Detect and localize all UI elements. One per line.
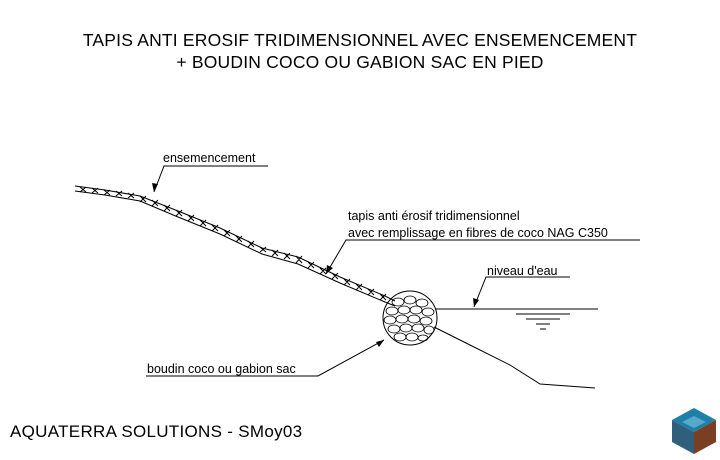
label-tapis-line-1: tapis anti érosif tridimensionnel [348,209,520,223]
leader-ensemencement [154,166,268,192]
label-boudin: boudin coco ou gabion sac [147,362,296,376]
footer-company-ref: AQUATERRA SOLUTIONS - SMoy03 [10,422,303,441]
label-ensemencement: ensemencement [163,151,256,165]
arrow-niveau [473,298,479,307]
leader-tapis [326,240,640,274]
leader-niveau [474,277,570,307]
aquaterra-cube-logo-icon [670,406,718,456]
drawing-title-line-2: + BOUDIN COCO OU GABION SAC EN PIED [176,52,544,72]
label-niveau-eau: niveau d'eau [487,264,558,278]
slope-mat-bottom-line [75,191,395,306]
submerged-bank-line [434,327,595,388]
label-tapis-line-2: avec remplissage en fibres de coco NAG C350 [348,226,608,240]
arrow-boudin [376,340,384,347]
boudin-coco-circle [383,291,437,345]
drawing-title-line-1: TAPIS ANTI EROSIF TRIDIMENSIONNEL AVEC ENSEMENCEMENT [82,30,638,50]
slope-mat-top-line [75,186,395,301]
boudin-fill-pattern [384,296,434,341]
